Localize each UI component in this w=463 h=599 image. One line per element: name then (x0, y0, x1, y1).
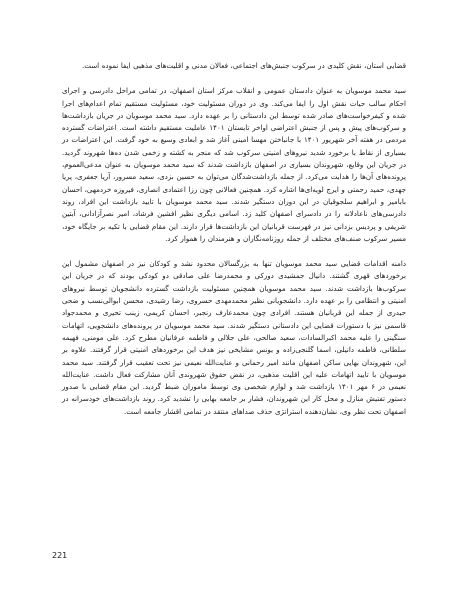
paragraph-intro: قضایی استان، نقش کلیدی در سرکوب جنبش‌های اجتماعی، فعالان مدنی و اقلیت‌های مذهبی ایفا نموده است. (82, 61, 406, 70)
paragraph-moosavian-role: سید محمد موسویان به عنوان دادستان عمومی و انقلاب مرکز استان اصفهان، در تمامی مراحل دادرسی و اجرای احکام سالب حیات نقش اول را ایفا می‌کند. وی در دوران مسئولیت خود، مسئولیت مستقیم تمام اعدام‌های اجرا شده و کیفرخواست‌های صادر شده توسط این دادستانی را بر عهده دارد. سید محمد موسویان در جریان بازداشت‌ها و سرکوب‌های پیش و پس از جنبش اعتراضی اواخر تابستان ۱۴۰۱ عاملیت مستقیم داشته است. اعتراضات گسترده مردمی در هفته آخر شهریور ۱۴۰۱ با جانباختن مهسا امینی آغاز شد و ابعادی وسیع به خود گرفت. این اعتراضات در بسیاری از نقاط با برخورد شدید نیروهای امنیتی سرکوب شد که منجر به کشته و زخمی شدن ده‌ها شهروند گردید. در جریان این وقایع، شهروندان بسیاری در اصفهان بازداشت شدند که سید محمد موسویان به عنوان مدعی‌العموم، پرونده‌های آن‌ها را هدایت می‌کرد. از جمله بازداشت‌شدگان می‌توان به حسین بزدی، سعید مسرور، آریا جعفری، پریا جهدی، حمید رحمتی و ایرج لویه‌ای‌ها اشاره کرد. همچنین فعالانی چون رزا اعتمادی انصاری، فیروزه خردمهی، احسان بابامیر و ابراهیم سلجوقیان در این دوران دستگیر شدند. سید محمد موسویان با تایید بازداشت این افراد، روند دادرسی‌های ناعادلانه را در دادسرای اصفهان کلید زد. اسامی دیگری نظیر افشین فرشاد، امیر نصرآزادانی، آبتین شریفی و پردیس بزدانی نیز در فهرست قربانیان این بازداشت‌ها قرار دارند. این مقام قضایی با تکیه بر جایگاه خود، مسیر سرکوب صنف‌های مختلف از جمله روزنامه‌نگاران و هنرمندان را هموار کرد. (62, 86, 407, 243)
page-body (62, 60, 406, 418)
paragraph-detentions: دامنه اقدامات قضایی سید محمد موسویان تنها به بزرگسالان محدود نشد و کودکان نیز در اصفهان مشمول این برخوردهای قهری گشتند. دانیال جمشیدی دورکی و محمدرضا علی صادقی دو کودکی بودند که در جریان این سرکوب‌ها بازداشت شدند. سید محمد موسویان همچنین مسئولیت بازداشت گسترده دانشجویان توسط نیروهای امنیتی و انتظامی را بر عهده دارد. دانشجویانی نظیر محمدمهدی حسروی، رضا رشیدی، محسن ابوالی‌نسب و ضحی حیدری از جمله این قربانیان هستند. افرادی چون محمدعارف رنجبر، احسان کریمی، زینب تحیری و محمدجواد قاسمی نیز با دستورات قضایی این دادستانی دستگیر شدند. سید محمد موسویان در پرونده‌های دانشجویی، اتهامات سنگینی را علیه محمد اکبرالسادات، سعید صالحی، علی جلالی و فاطمه عرفانیان مطرح کرد. علی مومنی، فهیمه سلطانی، فاطمه دانیلی، اسما گلنجی‌زاده و یونس مشایخی نیز هدف این برخوردهای امنیتی قرار گرفتند. علاوه بر این، شهروندان بهایی ساکن اصفهان مانند امیر رحمانی و عنایت‌الله نعیمی نیز تحت تعقیب قرار گرفتند. سید محمد موسویان با تایید اتهامات علیه این اقلیت مذهبی، در نقض حقوق شهروندی آنان مشارکت فعال داشت. عنایت‌الله نعیمی در ۶ مهر ۱۴۰۱ بازداشت شد و لوازم شخصی وی توسط ماموران ضبط گردید. این مقام قضایی با صدور دستور تفتیش منازل و محل کار این شهروندان، فشار بر جامعه بهایی را تشدید کرد. روند بازداشت‌های خودسرانه در اصفهان تحت نظر وی، نشان‌دهنده استراتژی حذف صداهای منتقد در تمامی اقشار جامعه است. (62, 259, 406, 416)
page-number: 221 (52, 551, 68, 560)
